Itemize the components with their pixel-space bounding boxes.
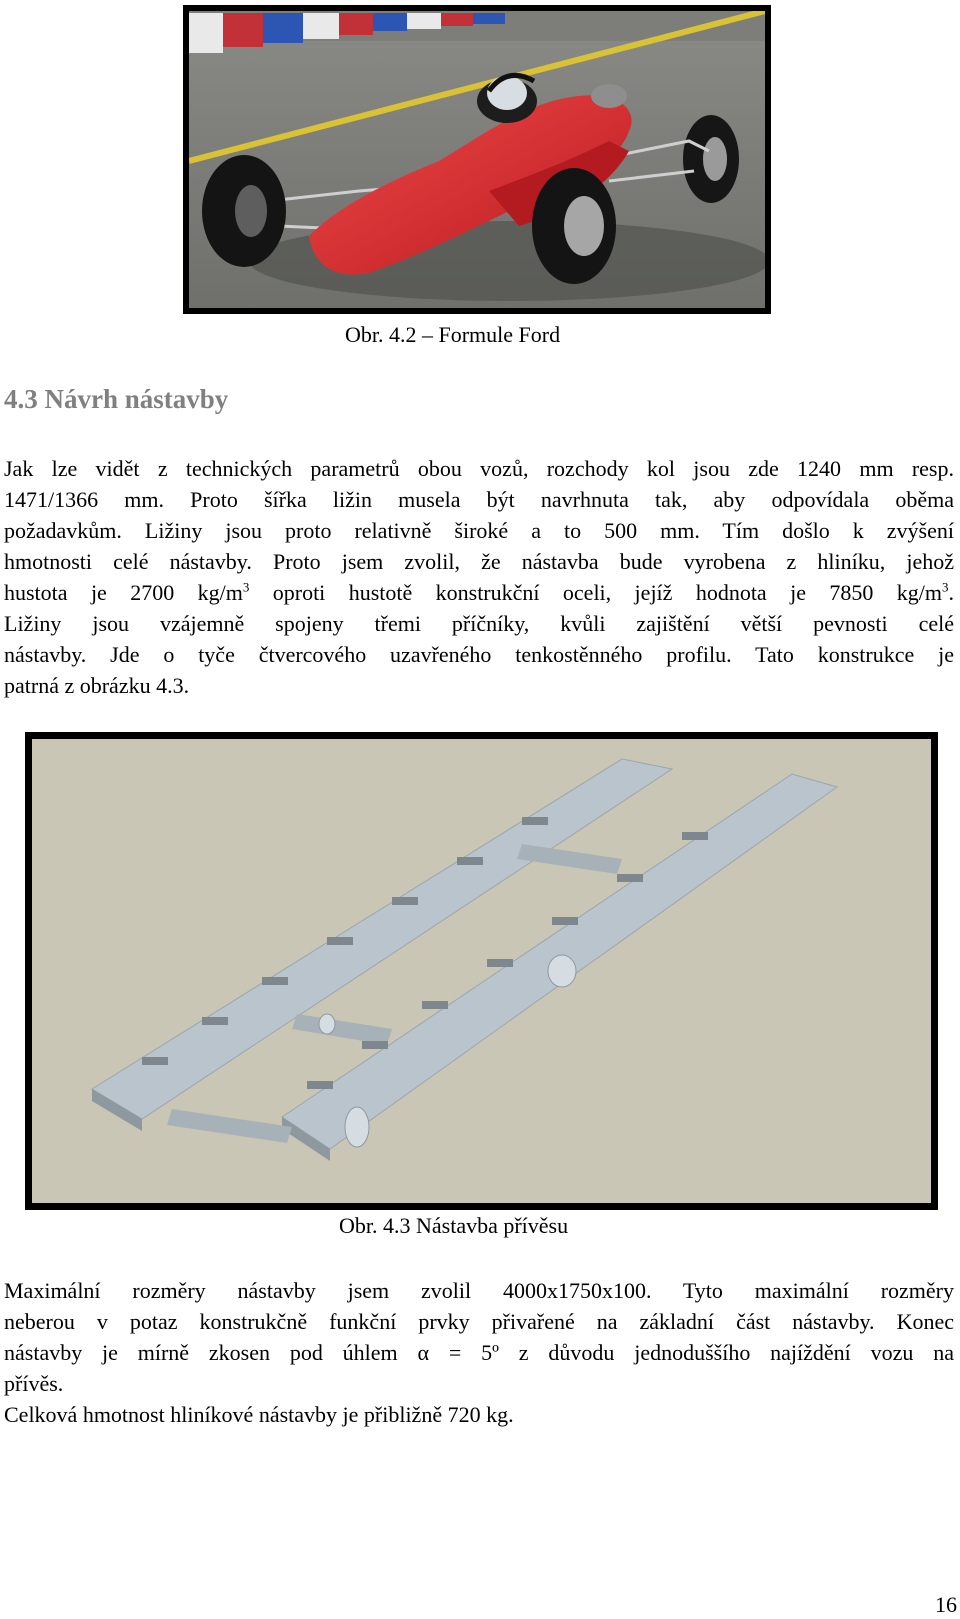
text-segment: Ližiny jsou vzájemně spojeny třemi příčníky, kvůli zajištění větší pevnosti celé xyxy=(4,611,954,636)
paragraph-2 xyxy=(4,1275,954,1430)
text-segment: patrná z obrázku 4.3. xyxy=(4,673,190,698)
figure-caption: Obr. 4.2 – Formule Ford xyxy=(345,322,561,347)
text-line xyxy=(4,1306,954,1337)
text-line xyxy=(4,546,954,577)
text-line xyxy=(4,639,954,670)
text-segment: oproti hustotě konstrukční oceli, jejíž hodnota je 7850 kg/m xyxy=(249,580,942,605)
formula-ford-image xyxy=(189,11,765,308)
text-segment: 1471/1366 mm. Proto šířka ližin musela být navrhnuta tak, aby odpovídala oběma xyxy=(4,487,954,512)
text-line xyxy=(4,1337,954,1368)
text-line xyxy=(4,453,954,484)
formula-ford-photo xyxy=(183,5,771,314)
text-line xyxy=(4,670,954,701)
text-line xyxy=(4,1399,954,1430)
figure-caption: Obr. 4.3 Nástavba přívěsu xyxy=(339,1213,569,1238)
text-segment: neberou v potaz konstrukčně funkční prvky přivařené na základní část nástavby. Konec xyxy=(4,1309,954,1334)
text-line xyxy=(4,484,954,515)
text-segment: požadavkům. Ližiny jsou proto relativně široké a to 500 mm. Tím došlo k zvýšení xyxy=(4,518,954,543)
trailer-superstructure-render xyxy=(25,732,938,1210)
text-line xyxy=(4,1368,954,1399)
text-segment: nástavby. Jde o tyče čtvercového uzavřeného tenkostěnného profilu. Tato konstrukce je xyxy=(4,642,954,667)
text-segment: hmotnosti celé nástavby. Proto jsem zvolil, že nástavba bude vyrobena z hliníku, jehož xyxy=(4,549,954,574)
text-line xyxy=(4,1275,954,1306)
text-segment: nástavby je mírně zkosen pod úhlem α = 5º z důvodu jednoduššího najíždění vozu na xyxy=(4,1340,954,1365)
text-segment: . xyxy=(948,580,954,605)
trailer-superstructure-image xyxy=(32,739,931,1203)
text-segment: přívěs. xyxy=(4,1371,64,1396)
text-segment: hustota je 2700 kg/m xyxy=(4,580,243,605)
superscript: 3 xyxy=(942,579,949,595)
superscript: 3 xyxy=(242,579,250,595)
paragraph-1 xyxy=(4,453,954,701)
section-heading: 4.3 Návrh nástavby xyxy=(4,384,229,414)
text-line xyxy=(4,577,954,608)
text-line xyxy=(4,515,954,546)
page-number: 16 xyxy=(935,1592,957,1617)
text-segment: Maximální rozměry nástavby jsem zvolil 4000x1750x100. Tyto maximální rozměry xyxy=(4,1278,954,1303)
text-line xyxy=(4,608,954,639)
text-segment: Celková hmotnost hliníkové nástavby je přibližně 720 kg. xyxy=(4,1402,514,1427)
text-segment: Jak lze vidět z technických parametrů obou vozů, rozchody kol jsou zde 1240 mm resp. xyxy=(4,456,954,481)
